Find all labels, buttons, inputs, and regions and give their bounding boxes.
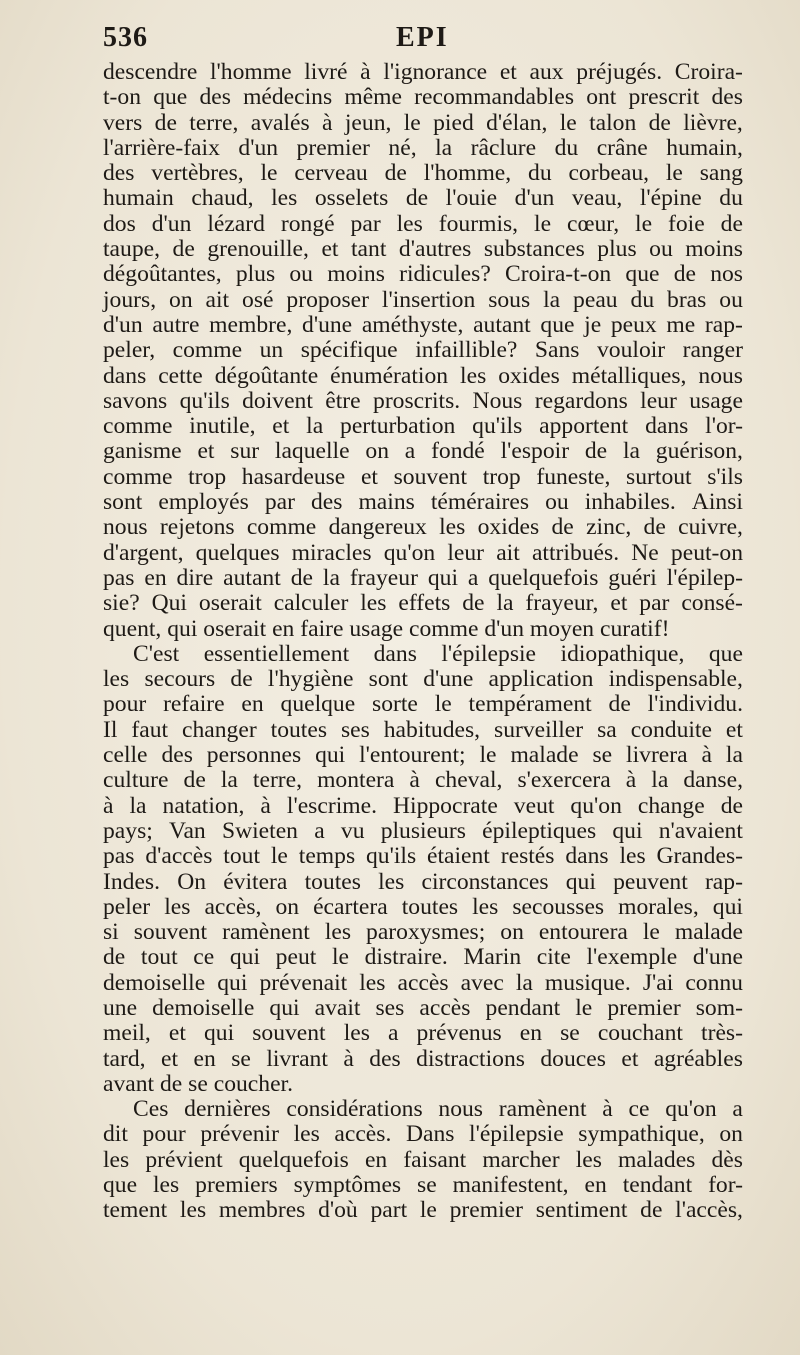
text-line: pas d'accès tout le temps qu'ils étaient restés dans les Grandes- [103,843,743,870]
text-line: pas en dire autant de la frayeur qui a quelquefois guéri l'épilep- [103,564,743,591]
text-line: comme trop hasardeuse et souvent trop funeste, surtout s'ils [103,463,743,490]
text-line: avant de se coucher. [103,1070,299,1097]
text-line: demoiselle qui prévenait les accès avec la musique. J'ai connu [103,969,743,996]
text-line: les secours de l'hygiène sont d'une application indispensable, [103,666,743,693]
text-line: nous rejetons comme dangereux les oxides de zinc, de cuivre, [103,514,743,541]
text-line: tement les membres d'où part le premier sentiment de l'accès, [103,1197,743,1224]
text-line: des vertèbres, le cerveau de l'homme, du corbeau, le sang [103,160,743,187]
text-line: si souvent ramènent les paroxysmes; on entourera le malade [103,919,743,946]
text-line: culture de la terre, montera à cheval, s'exercera à la danse, [103,767,743,794]
running-title: EPI [396,22,449,53]
text-line: sie? Qui oserait calculer les effets de la frayeur, et par consé- [103,590,743,617]
text-line: que les premiers symptômes se manifestent, en tendant for- [103,1172,743,1199]
text-line: meil, et qui souvent les a prévenus en se couchant très- [103,1020,743,1047]
text-line: dos d'un lézard rongé par les fourmis, le cœur, le foie de [103,210,743,237]
text-line: descendre l'homme livré à l'ignorance et aux préjugés. Croira- [103,59,743,85]
text-line: de tout ce qui peut le distraire. Marin cite l'exemple d'une [103,944,743,971]
body-text [103,60,743,1224]
text-line: comme inutile, et la perturbation qu'ils apportent dans l'or- [103,413,743,440]
text-line: une demoiselle qui avait ses accès pendant le premier som- [103,994,743,1021]
text-line: d'argent, quelques miracles qu'on leur ait attribués. Ne peut-on [103,539,743,566]
text-line: vers de terre, avalés à jeun, le pied d'élan, le talon de lièvre, [103,109,743,136]
text-line: dit pour prévenir les accès. Dans l'épilepsie sympathique, on [103,1121,743,1148]
text-line: pour refaire en quelque sorte le tempérament de l'individu. [103,691,743,718]
text-line: Indes. On évitera toutes les circonstances qui peuvent rap- [103,868,743,895]
text-line: tard, et en se livrant à des distractions douces et agréables [103,1045,743,1072]
text-line: d'un autre membre, d'une améthyste, autant que je peux me rap- [103,311,743,338]
text-line: celle des personnes qui l'entourent; le malade se livrera à la [103,742,743,769]
text-line: savons qu'ils doivent être proscrits. Nous regardons leur usage [103,387,743,414]
text-line: Il faut changer toutes ses habitudes, surveiller sa conduite et [103,716,743,743]
text-line: quent, qui oserait en faire usage comme d'un moyen curatif! [103,615,676,642]
text-line: à la natation, à l'escrime. Hippocrate veut qu'on change de [103,792,743,819]
text-line: C'est essentiellement dans l'épilepsie idiopathique, que [133,640,743,667]
text-line: l'arrière-faix d'un premier né, la râclure du crâne humain, [103,134,743,161]
text-line: pays; Van Swieten a vu plusieurs épileptiques qui n'avaient [103,817,743,844]
text-line: peler les accès, on écartera toutes les secousses morales, qui [103,893,743,920]
text-line: taupe, de grenouille, et tant d'autres substances plus ou moins [103,236,743,263]
running-head [103,22,743,56]
page-number: 536 [103,22,148,53]
text-line: dans cette dégoûtante énumération les oxides métalliques, nous [103,362,743,389]
text-line: peler, comme un spécifique infaillible? Sans vouloir ranger [103,337,743,364]
text-line: jours, on ait osé proposer l'insertion sous la peau du bras ou [103,286,743,313]
text-line: dégoûtantes, plus ou moins ridicules? Croira-t-on que de nos [103,261,743,288]
text-line: t-on que des médecins même recommandables ont prescrit des [103,84,743,111]
text-line: sont employés par des mains téméraires ou inhabiles. Ainsi [103,489,743,516]
text-line: humain chaud, les osselets de l'ouie d'un veau, l'épine du [103,185,743,212]
text-line: Ces dernières considérations nous ramènent à ce qu'on a [133,1096,743,1123]
text-line: les prévient quelquefois en faisant marcher les malades dès [103,1146,743,1173]
text-line: ganisme et sur laquelle on a fondé l'espoir de la guérison, [103,438,743,465]
